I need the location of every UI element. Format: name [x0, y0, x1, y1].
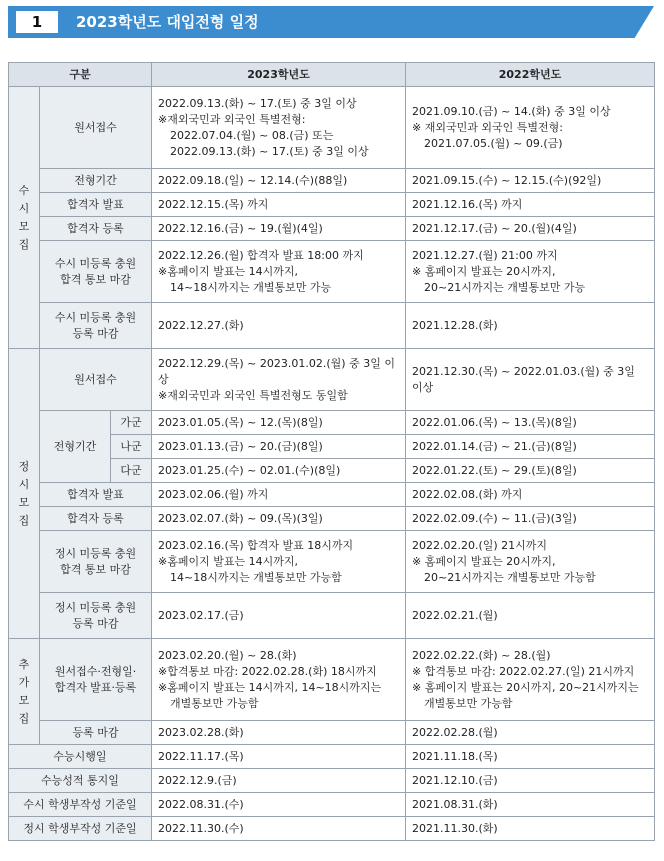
row-label: 등록 마감 — [40, 721, 152, 745]
row-label: 수시 미등록 충원 합격 통보 마감 — [40, 241, 152, 303]
row-label: 합격자 발표 — [40, 483, 152, 507]
schedule-table — [8, 62, 655, 841]
table-row — [9, 721, 655, 745]
cell-2023: 2023.02.28.(화) — [152, 721, 406, 745]
cell-2022: 2022.02.22.(화) ~ 28.(월) ※ 합격통보 마감: 2022.02.27.(일) 21시까지 ※ 홈페이지 발표는 20시까지, 20~21시까지는 개별통보만 가능함 — [406, 639, 655, 721]
table-row — [9, 241, 655, 303]
table-row — [9, 817, 655, 841]
cell-2022: 2021.11.18.(목) — [406, 745, 655, 769]
table-row — [9, 769, 655, 793]
cell-2023: 2023.02.17.(금) — [152, 593, 406, 639]
cell-2023: 2023.02.20.(월) ~ 28.(화) ※합격통보 마감: 2022.02.28.(화) 18시까지 ※홈페이지 발표는 14시까지, 14~18시까지는 개별통보만 가능함 — [152, 639, 406, 721]
cell-2023: 2022.09.18.(일) ~ 12.14.(수)(88일) — [152, 169, 406, 193]
table-row — [9, 531, 655, 593]
cell-2022: 2022.02.20.(일) 21시까지 ※ 홈페이지 발표는 20시까지, 20~21시까지는 개별통보만 가능함 — [406, 531, 655, 593]
table-row — [9, 593, 655, 639]
cell-2022: 2021.12.17.(금) ~ 20.(월)(4일) — [406, 217, 655, 241]
table-row — [9, 169, 655, 193]
row-label: 수능성적 통지일 — [9, 769, 152, 793]
row-label: 합격자 발표 — [40, 193, 152, 217]
row-label: 원서접수·전형일· 합격자 발표·등록 — [40, 639, 152, 721]
cell-2023: 2023.02.06.(월) 까지 — [152, 483, 406, 507]
cell-2022: 2022.02.21.(월) — [406, 593, 655, 639]
cell-2023: 2022.09.13.(화) ~ 17.(토) 중 3일 이상 ※재외국민과 외국인 특별전형: 2022.07.04.(월) ~ 08.(금) 또는 2022.09.13.(화) ~ 17.(토) 중 3일 이상 — [152, 87, 406, 169]
table-row — [9, 349, 655, 411]
cell-2022: 2022.02.09.(수) ~ 11.(금)(3일) — [406, 507, 655, 531]
cell-2023: 2023.01.25.(수) ~ 02.01.(수)(8일) — [152, 459, 406, 483]
row-label: 수능시행일 — [9, 745, 152, 769]
group-label: 나군 — [111, 435, 152, 459]
cell-2022: 2022.02.08.(화) 까지 — [406, 483, 655, 507]
section-title: 2023학년도 대입전형 일정 — [76, 13, 259, 31]
cell-2022: 2021.09.15.(수) ~ 12.15.(수)(92일) — [406, 169, 655, 193]
table-row — [9, 507, 655, 531]
cell-2022: 2021.09.10.(금) ~ 14.(화) 중 3일 이상 ※ 재외국민과 외국인 특별전형: 2021.07.05.(월) ~ 09.(금) — [406, 87, 655, 169]
table-row — [9, 193, 655, 217]
table-row — [9, 793, 655, 817]
cell-2023: 2022.12.9.(금) — [152, 769, 406, 793]
section-label-jeongsi: 정시모집 — [9, 349, 40, 639]
cell-2022: 2022.02.28.(월) — [406, 721, 655, 745]
table-row — [9, 483, 655, 507]
table-row — [9, 87, 655, 169]
cell-2022: 2022.01.06.(목) ~ 13.(목)(8일) — [406, 411, 655, 435]
table-row — [9, 217, 655, 241]
header-2022: 2022학년도 — [406, 63, 655, 87]
cell-2022: 2021.12.10.(금) — [406, 769, 655, 793]
table-row — [9, 411, 655, 435]
row-label: 정시 미등록 충원 합격 통보 마감 — [40, 531, 152, 593]
cell-2023: 2022.11.30.(수) — [152, 817, 406, 841]
cell-2023: 2023.01.13.(금) ~ 20.(금)(8일) — [152, 435, 406, 459]
row-label: 정시 미등록 충원 등록 마감 — [40, 593, 152, 639]
group-label: 가군 — [111, 411, 152, 435]
table-row — [9, 639, 655, 721]
row-label: 전형기간 — [40, 411, 111, 483]
cell-2022: 2022.01.14.(금) ~ 21.(금)(8일) — [406, 435, 655, 459]
row-label: 수시 미등록 충원 등록 마감 — [40, 303, 152, 349]
cell-2023: 2022.12.15.(목) 까지 — [152, 193, 406, 217]
row-label: 전형기간 — [40, 169, 152, 193]
header-row — [9, 63, 655, 87]
cell-2022: 2021.12.27.(월) 21:00 까지 ※ 홈페이지 발표는 20시까지, 20~21시까지는 개별통보만 가능 — [406, 241, 655, 303]
table-row — [9, 303, 655, 349]
table-row — [9, 745, 655, 769]
cell-2023: 2022.12.29.(목) ~ 2023.01.02.(월) 중 3일 이상 ※재외국민과 외국인 특별전형도 동일함 — [152, 349, 406, 411]
row-label: 정시 학생부작성 기준일 — [9, 817, 152, 841]
cell-2023: 2022.12.26.(월) 합격자 발표 18:00 까지 ※홈페이지 발표는 14시까지, 14~18시까지는 개별통보만 가능 — [152, 241, 406, 303]
cell-2023: 2023.02.07.(화) ~ 09.(목)(3일) — [152, 507, 406, 531]
header-category: 구분 — [9, 63, 152, 87]
cell-2022: 2021.12.28.(화) — [406, 303, 655, 349]
row-label: 합격자 등록 — [40, 507, 152, 531]
cell-2022: 2021.08.31.(화) — [406, 793, 655, 817]
cell-2023: 2023.02.16.(목) 합격자 발표 18시까지 ※홈페이지 발표는 14시까지, 14~18시까지는 개별통보만 가능함 — [152, 531, 406, 593]
cell-2023: 2022.11.17.(목) — [152, 745, 406, 769]
row-label: 원서접수 — [40, 349, 152, 411]
cell-2023: 2022.08.31.(수) — [152, 793, 406, 817]
cell-2022: 2021.12.16.(목) 까지 — [406, 193, 655, 217]
row-label: 원서접수 — [40, 87, 152, 169]
cell-2023: 2022.12.16.(금) ~ 19.(월)(4일) — [152, 217, 406, 241]
cell-2023: 2022.12.27.(화) — [152, 303, 406, 349]
row-label: 합격자 등록 — [40, 217, 152, 241]
group-label: 다군 — [111, 459, 152, 483]
section-number: 1 — [16, 11, 58, 33]
cell-2022: 2021.12.30.(목) ~ 2022.01.03.(월) 중 3일 이상 — [406, 349, 655, 411]
cell-2022: 2021.11.30.(화) — [406, 817, 655, 841]
section-banner — [8, 6, 654, 38]
cell-2022: 2022.01.22.(토) ~ 29.(토)(8일) — [406, 459, 655, 483]
cell-2023: 2023.01.05.(목) ~ 12.(목)(8일) — [152, 411, 406, 435]
section-label-susi: 수시모집 — [9, 87, 40, 349]
header-2023: 2023학년도 — [152, 63, 406, 87]
row-label: 수시 학생부작성 기준일 — [9, 793, 152, 817]
section-label-chuga: 추가모집 — [9, 639, 40, 745]
